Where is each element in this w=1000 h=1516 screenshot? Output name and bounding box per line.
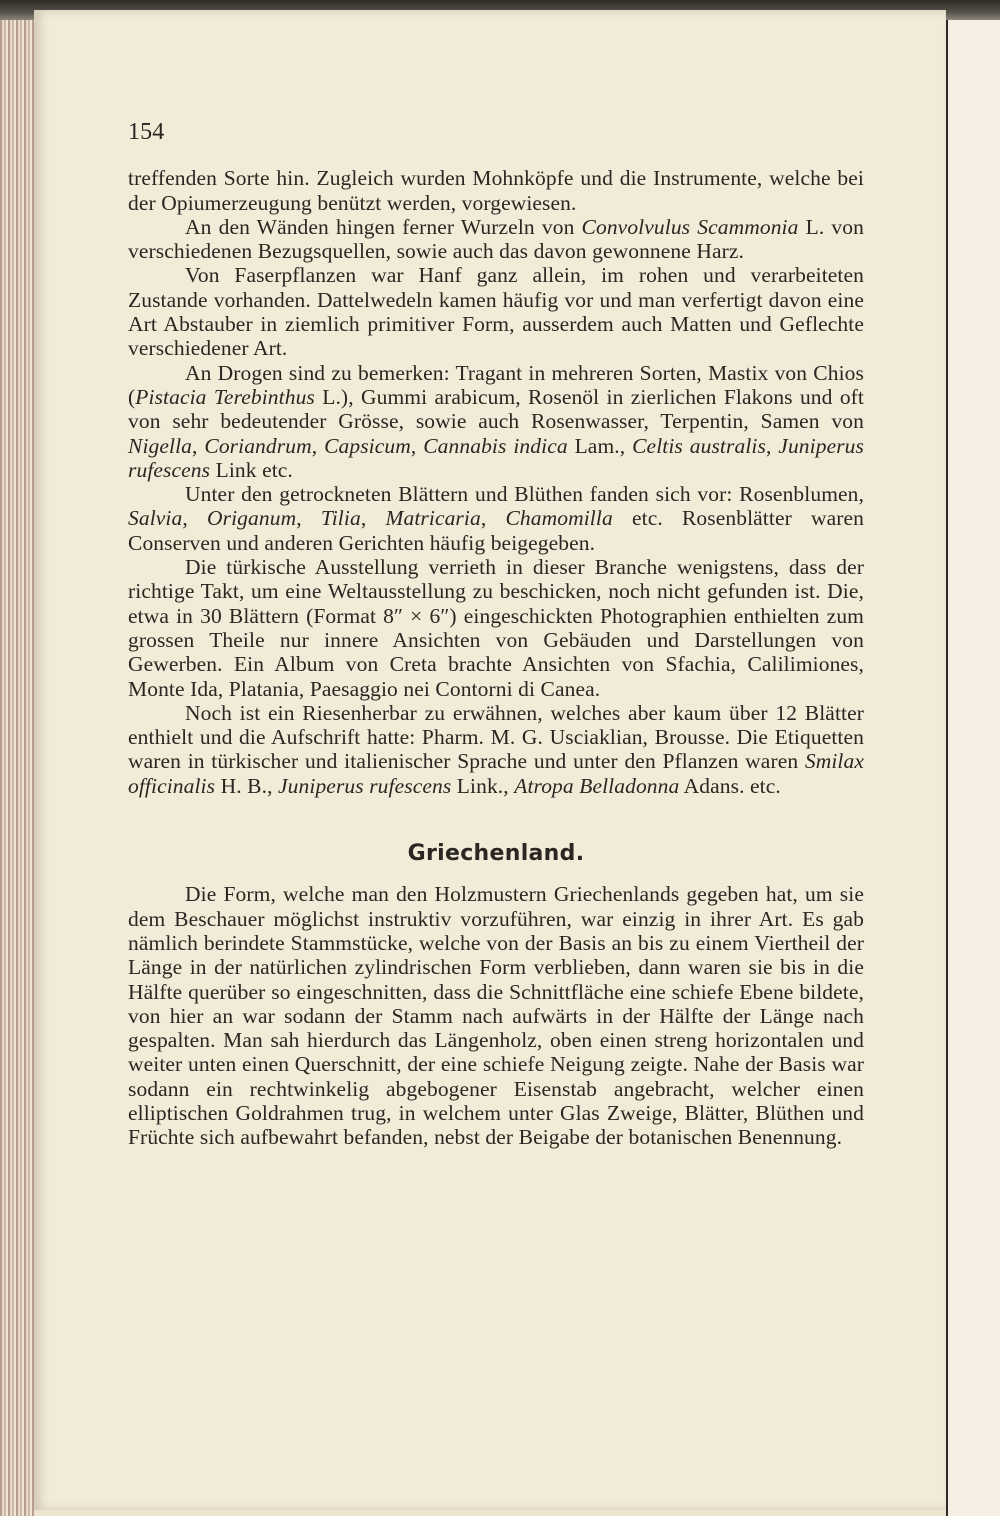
text-run: ,: [182, 506, 207, 531]
text-run: Link etc.: [210, 457, 293, 482]
text-run: Adans. etc.: [679, 773, 781, 798]
text-run: treffenden Sorte hin. Zugleich wurden Mohnköpfe und die Instrumente, welche bei der Opiumerzeugung benützt werden, vorgewiesen.: [128, 166, 864, 215]
text-run: ,: [192, 433, 205, 458]
paragraph: [128, 482, 864, 555]
text-run: Lam.,: [567, 433, 633, 458]
italic-term: Atropa Belladonna: [514, 773, 680, 798]
paragraph: [128, 361, 864, 482]
text-run: An den Wänden hingen ferner Wurzeln von: [185, 214, 582, 239]
paragraph: [128, 882, 864, 1149]
body-text-after: [128, 882, 864, 1149]
text-run: ,: [765, 433, 779, 458]
italic-term: Capsicum: [324, 433, 411, 458]
text-run: ,: [360, 506, 386, 531]
paragraph: [128, 166, 864, 215]
text-run: Link.,: [451, 773, 515, 798]
text-run: ,: [296, 506, 321, 531]
text-run: Unter den getrockneten Blättern und Blüthen fanden sich vor: Rosenblumen,: [185, 482, 864, 507]
paragraph: [128, 555, 864, 701]
section-heading: Griechenland.: [407, 841, 585, 867]
text-run: An Drogen sind zu bemerken: Tragant in mehreren Sorten, Mastix von Chios (: [128, 360, 864, 409]
italic-term: Celtis australis: [632, 433, 766, 458]
italic-term: Matricaria: [385, 506, 481, 531]
text-run: H. B.,: [215, 773, 279, 798]
page-content: [128, 120, 864, 1150]
italic-term: Cannabis indica: [423, 433, 568, 458]
text-run: L. von verschiedenen Bezugsquellen, sowie auch das davon gewonnene Harz.: [128, 214, 864, 264]
italic-term: Nigella: [128, 433, 193, 458]
italic-term: Chamomilla: [505, 506, 613, 531]
page-number: 154: [128, 119, 165, 145]
italic-term: Coriandrum: [204, 433, 312, 458]
body-text-before: [128, 166, 864, 798]
italic-term: Smilax officinalis: [128, 749, 864, 798]
paragraph: [128, 263, 864, 360]
text-run: Die Form, welche man den Holzmustern Griechenlands gegeben hat, um sie dem Beschauer möglichst instruktiv vorzuführen, war einzig in ihrer Art. Es gab nämlich berindete Stammstücke, welche von der Basis an bis zu einem Viertheil der Länge in der natürlichen zylindrischen Form verblieben, dann waren sie bis in die Hälfte querüber so eingeschnitten, dass die Schnittfläche eine schiefe Ebene bildete, von hier an war sodann der Stamm nach aufwärts in der Hälfte der Länge nach gespalten. Man sah hierdurch das Längenholz, oben einen streng horizontalen und weiter unten einen Querschnitt, der eine schiefe Neigung zeigte. Nahe der Basis war sodann ein rechtwinkelig abgebogener Eisenstab angebracht, welcher einen elliptischen Goldrahmen trug, in welchem unter Glas Zweige, Blätter, Blüthen und Früchte sich aufbewahrt befanden, nebst der Beigabe der botanischen Benennung.: [128, 882, 864, 1150]
italic-term: Convolvulus Scammonia: [581, 214, 799, 239]
text-run: Noch ist ein Riesenherbar zu erwähnen, welches aber kaum über 12 Blätter enthielt und die Aufschrift hatte: Pharm. M. G. Usciaklian, Brousse. Die Etiquetten waren in türkischer und italienischer Sprache und unter den Pflanzen waren: [128, 700, 864, 774]
text-run: etc. Rosenblätter waren Conserven und anderen Gerichten häufig beigegeben.: [128, 506, 865, 555]
paragraph: [128, 215, 864, 264]
italic-term: Juniperus rufescens: [128, 433, 864, 482]
italic-term: Salvia: [128, 506, 183, 531]
book-page-edge: [946, 20, 1000, 1516]
paragraph: [128, 701, 864, 798]
book-binding-edge: [0, 20, 34, 1516]
italic-term: Tilia: [320, 506, 361, 531]
italic-term: Pistacia Terebinthus: [135, 384, 315, 409]
text-run: Die türkische Ausstellung verrieth in dieser Branche wenigstens, dass der richtige Takt, um eine Weltausstellung zu beschicken, noch nicht gefunden ist. Die, etwa in 30 Blättern (Format 8″ × 6″) eingeschickten Photographien enthielten zum grossen Theile nur innere Ansichten von Gebäuden und Darstellungen von Gewerben. Ein Album von Creta brachte Ansichten von Sfachia, Calilimiones, Monte Ida, Platania, Paesaggio nei Contorni di Canea.: [128, 555, 864, 701]
text-run: Von Faserpflanzen war Hanf ganz allein, im rohen und verarbeiteten Zustande vorhanden. Dattelwedeln kamen häufig vor und man verfertigt davon eine Art Abstauber in ziemlich primitiver Form, ausserdem auch Matten und Geflechte verschiedener Art.: [128, 263, 864, 361]
italic-term: Juniperus rufescens: [278, 773, 452, 798]
text-run: L.), Gummi arabicum, Rosenöl in zierlichen Flakons und oft von sehr bedeutender Grösse, sowie auch Rosenwasser, Terpentin, Samen von: [128, 384, 865, 434]
text-run: ,: [311, 433, 325, 458]
italic-term: Origanum: [207, 506, 297, 531]
text-run: ,: [410, 433, 424, 458]
text-run: ,: [480, 506, 506, 531]
